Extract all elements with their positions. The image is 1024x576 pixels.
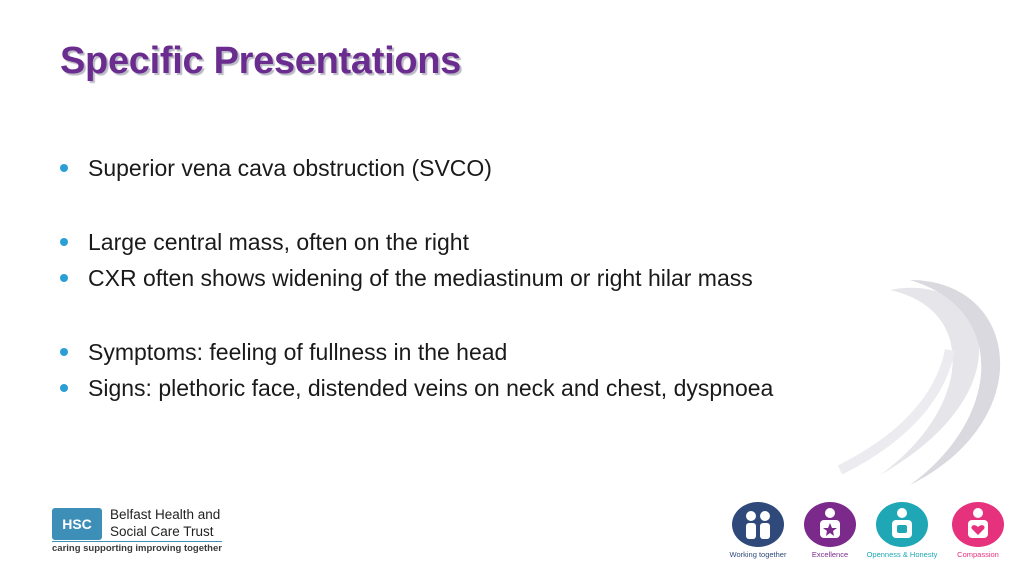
bullet-dot-icon (60, 238, 68, 246)
person-icon (876, 502, 928, 547)
bullet-text: Symptoms: feeling of fullness in the head (88, 339, 508, 365)
bullet-text: CXR often shows widening of the mediastinum or right hilar mass (88, 265, 753, 291)
value-label: Openness & Honesty (866, 550, 938, 559)
bullet-item (60, 260, 773, 296)
bullet-item (60, 150, 773, 186)
trust-name: Belfast Health and Social Care Trust (110, 507, 221, 539)
value-excellence (790, 502, 870, 559)
trust-tagline: caring supporting improving together (52, 543, 222, 554)
value-working-together (718, 502, 798, 559)
slide-title: Specific Presentations (60, 40, 461, 82)
heart-person-icon (952, 502, 1004, 547)
decorative-swoosh (820, 270, 1020, 490)
star-person-icon (804, 502, 856, 547)
value-label: Working together (729, 550, 787, 559)
trust-logo (52, 508, 242, 554)
hsc-badge: HSC (52, 508, 102, 540)
bullet-item (60, 334, 773, 370)
bullet-dot-icon (60, 274, 68, 282)
bullet-list (60, 150, 773, 406)
bullet-text: Signs: plethoric face, distended veins on neck and chest, dyspnoea (88, 375, 774, 401)
value-label: Compassion (957, 550, 999, 559)
value-label: Excellence (811, 550, 849, 559)
bullet-dot-icon (60, 348, 68, 356)
bullet-item (60, 370, 773, 406)
values-strip (718, 502, 1018, 562)
people-icon (732, 502, 784, 547)
bullet-spacer (60, 296, 773, 334)
bullet-dot-icon (60, 384, 68, 392)
bullet-item (60, 224, 773, 260)
bullet-text: Superior vena cava obstruction (SVCO) (88, 155, 492, 181)
bullet-spacer (60, 186, 773, 224)
value-compassion (938, 502, 1018, 559)
bullet-text: Large central mass, often on the right (88, 229, 469, 255)
value-openness-honesty (862, 502, 942, 559)
bullet-dot-icon (60, 164, 68, 172)
